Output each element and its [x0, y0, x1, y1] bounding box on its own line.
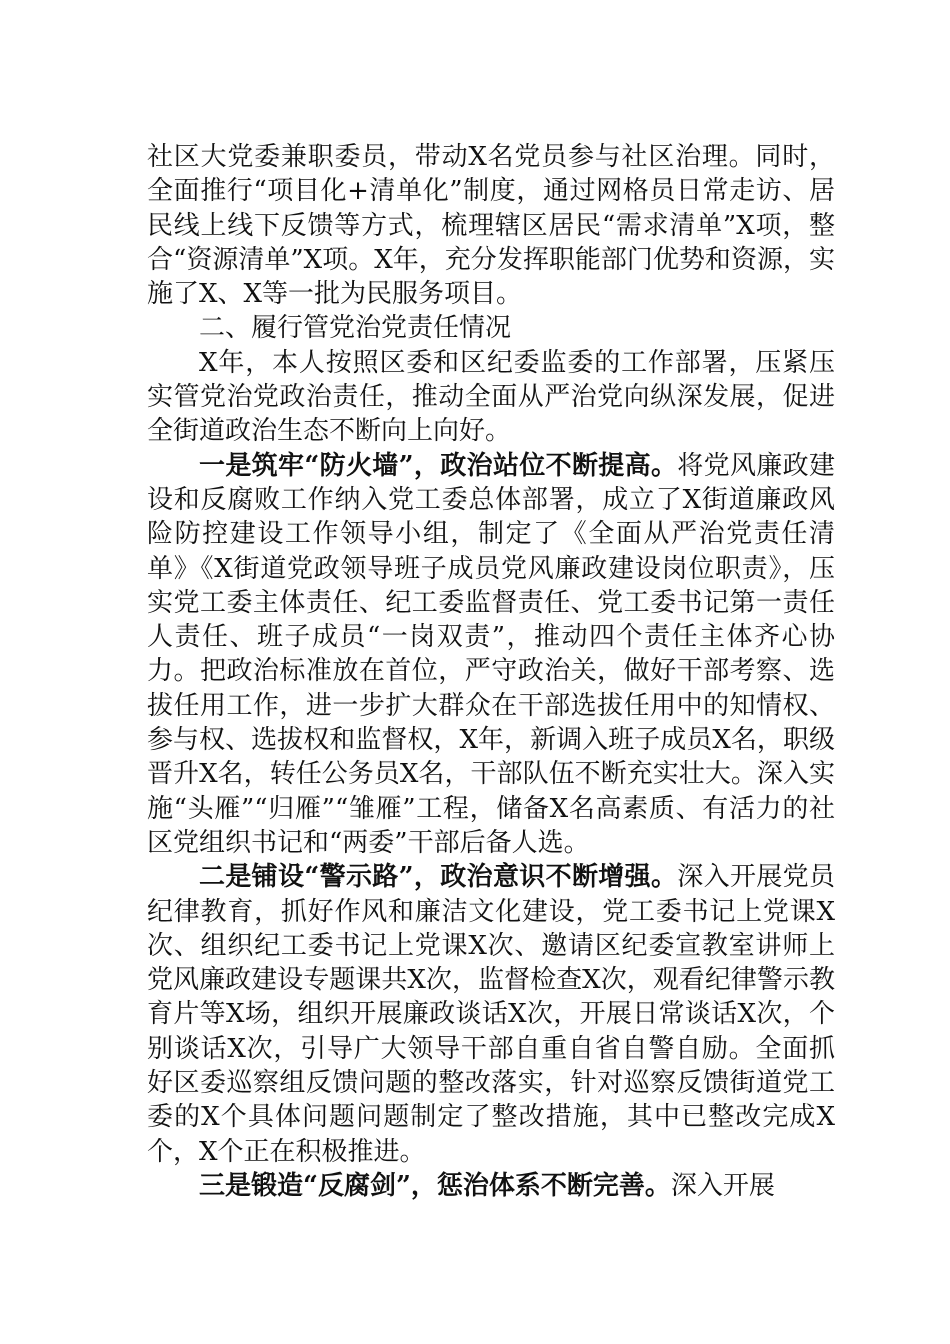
- paragraph-lead: 一是筑牢“防火墙”，政治站位不断提高。: [199, 450, 678, 481]
- paragraph-anti-corruption: [147, 1169, 835, 1203]
- paragraph-body: 将党风廉政建设和反腐败工作纳入党工委总体部署，成立了X街道廉政风险防控建设工作领导小组，制定了《全面从严治党责任清单》《X街道党政领导班子成员党风廉政建设岗位职责》，压实党工委主体责任、纪工委监督责任、党工委书记第一责任人责任、班子成员“一岗双责”，推动四个责任主体齐心协力。把政治标准放在首位，严守政治关，做好干部考察、选拔任用工作，进一步扩大群众在干部选拔任用中的知情权、参与权、选拔权和监督权，X年，新调入班子成员X名，职级晋升X名，转任公务员X名，干部队伍不断充实壮大。深入实施“头雁”“归雁”“雏雁”工程，储备X名高素质、有活力的社区党组织书记和“两委”干部后备人选。: [147, 450, 835, 858]
- paragraph-lead: 三是锻造“反腐剑”，惩治体系不断完善。: [199, 1170, 671, 1201]
- document-page: [147, 140, 835, 1203]
- paragraph-body: 深入开展党员纪律教育，抓好作风和廉洁文化建设，党工委书记上党课X次、组织纪工委书记上党课X次、邀请区纪委宣教室讲师上党风廉政建设专题课共X次，监督检查X次，观看纪律警示教育片等X场，组织开展廉政谈话X次，开展日常谈话X次，个别谈话X次，引导广大领导干部自重自省自警自励。全面抓好区委巡察组反馈问题的整改落实，针对巡察反馈街道党工委的X个具体问题问题制定了整改措施，其中已整改完成X个，X个正在积极推进。: [147, 862, 835, 1167]
- paragraph-lead: 二是铺设“警示路”，政治意识不断增强。: [199, 862, 678, 893]
- paragraph-overview: X年，本人按照区委和区纪委监委的工作部署，压紧压实管党治党政治责任，推动全面从严治党向纵深发展，促进全街道政治生态不断向上向好。: [147, 347, 835, 447]
- paragraph-firewall: [147, 449, 835, 861]
- paragraph-body: 深入开展: [670, 1170, 775, 1201]
- paragraph-community-governance: 社区大党委兼职委员，带动X名党员参与社区治理。同时，全面推行“项目化+清单化”制度，通过网格员日常走访、居民线上线下反馈等方式，梳理辖区居民“需求清单”X项，整合“资源清单”X项。X年，充分发挥职能部门优势和资源，实施了X、X等一批为民服务项目。: [147, 142, 835, 310]
- paragraph-warning-road: [147, 860, 835, 1169]
- section-heading: 二、履行管党治党责任情况: [199, 313, 512, 344]
